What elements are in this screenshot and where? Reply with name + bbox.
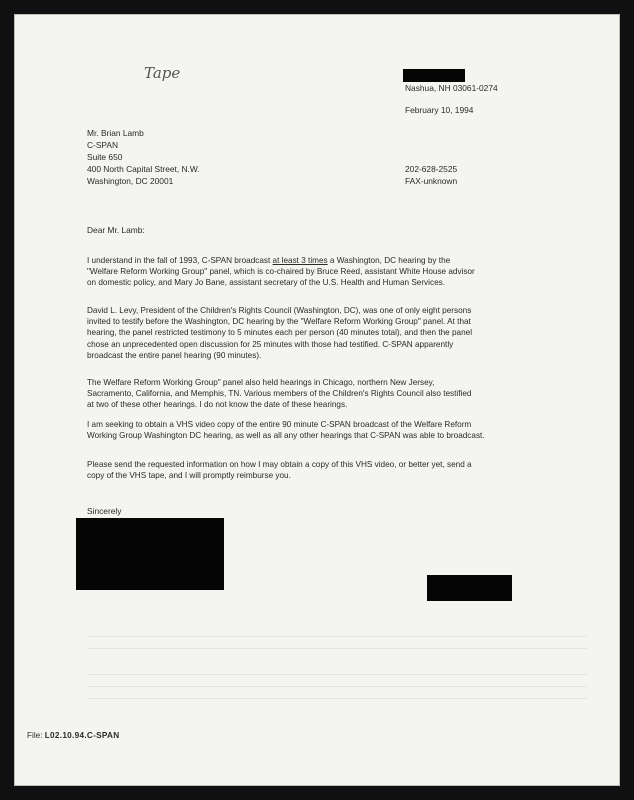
paragraph-3-line: The Welfare Reform Working Group" panel also held hearings in Chicago, northern New Jersey,	[87, 378, 435, 387]
sender-city-zip: Nashua, NH 03061-0274	[405, 83, 498, 93]
recipient-org: C-SPAN	[87, 140, 119, 150]
paragraph-2-line: invited to testify before the Washington, DC hearing by the "Welfare Reform Working Group" panel. At that	[87, 317, 471, 327]
letter-date: February 10, 1994	[405, 105, 474, 115]
paragraph-2-line: hearing, the panel restricted testimony to 5 minutes each per person (40 minutes total), and then the panel	[87, 328, 473, 338]
redacted-block	[427, 575, 512, 601]
recipient-city: Washington, DC 20001	[87, 176, 174, 186]
paragraph-4	[87, 419, 547, 441]
paragraph-3	[87, 377, 547, 411]
paragraph-1-line: "Welfare Reform Working Group" panel, which is co-chaired by Bruce Reed, assistant White House advisor	[87, 267, 475, 277]
paragraph-2	[87, 305, 547, 361]
underlined-phrase: at least 3 times	[272, 256, 328, 265]
paragraph-2-line: chose an unprecedented open discussion for 25 minutes with those had testified. C-SPAN apparently	[87, 339, 454, 349]
bleed-through-line	[87, 686, 587, 687]
paragraph-5-line: Please send the requested information on how I may obtain a copy of this VHS video, or better yet, send a	[87, 460, 472, 469]
file-name: L02.10.94.C-SPAN	[44, 731, 120, 740]
recipient-street: 400 North Capital Street, N.W.	[87, 164, 200, 174]
recipient-phone: 202-628-2525	[405, 164, 458, 174]
text-run: I understand in the fall of 1993, C-SPAN broadcast	[87, 256, 273, 265]
recipient-name: Mr. Brian Lamb	[87, 128, 144, 138]
paragraph-2-line: broadcast the entire panel hearing (90 minutes).	[87, 350, 262, 360]
paragraph-1-line: on domestic policy, and Mary Jo Bane, assistant secretary of the U.S. Health and Human Services.	[87, 278, 445, 288]
closing: Sincerely	[87, 506, 122, 516]
file-reference	[27, 731, 119, 740]
paragraph-5	[87, 459, 547, 481]
text-run: a Washington, DC hearing by the	[327, 256, 451, 265]
paragraph-4-line: I am seeking to obtain a VHS video copy of the entire 90 minute C-SPAN broadcast of the Welfare Reform	[87, 420, 472, 429]
bleed-through-line	[87, 698, 587, 699]
handwritten-note: Tape	[144, 64, 181, 82]
salutation: Dear Mr. Lamb:	[87, 225, 145, 235]
paragraph-3-line: at two of these other hearings. I do not know the date of these hearings.	[87, 400, 348, 410]
redacted-signature	[76, 518, 224, 590]
paragraph-2-line: David L. Levy, President of the Children's Rights Council (Washington, DC), was one of only eight persons	[87, 306, 472, 315]
paragraph-1-line	[87, 255, 547, 266]
file-label: File:	[27, 731, 43, 740]
paragraph-5-line: copy of the VHS tape, and I will promptly reimburse you.	[87, 471, 291, 481]
letter-page	[14, 14, 620, 786]
recipient-fax: FAX-unknown	[405, 176, 458, 186]
paragraph-1	[87, 255, 547, 289]
paragraph-3-line: Sacramento, California, and Memphis, TN. Various members of the Children's Rights Council also testified	[87, 389, 472, 399]
recipient-suite: Suite 650	[87, 152, 123, 162]
paragraph-4-line: Working Group Washington DC hearing, as well as all any other hearings that C-SPAN was able to broadcast.	[87, 431, 485, 441]
bleed-through-line	[87, 636, 587, 637]
bleed-through-line	[87, 648, 587, 649]
bleed-through-line	[87, 674, 587, 675]
redacted-sender-name	[403, 69, 465, 82]
